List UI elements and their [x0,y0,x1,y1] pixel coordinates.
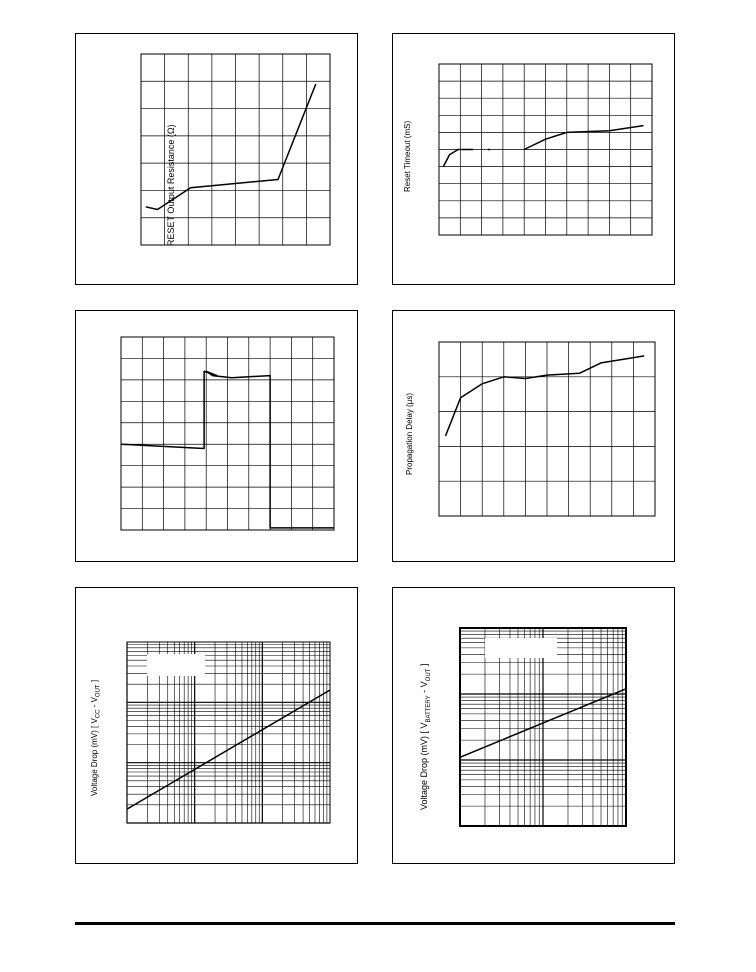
grid-p4 [439,342,655,516]
chart-panel-reset-timeout [392,33,675,285]
chart-svg-p5 [76,588,359,865]
series-line-p5-0 [127,690,330,809]
p5-ylabel-end: ] [90,679,99,685]
p6-ylabel-main: Voltage Drop (mV) [ V [419,722,429,810]
y-axis-label-p5 [90,680,102,796]
y-axis-label-p2: Reset Timeout (mS) [403,120,412,192]
y-axis-label-p1: RESET Output Resistance (Ω) [166,124,176,246]
chart-svg-p3 [76,311,359,563]
grid-p3 [121,337,334,530]
p5-ylabel-mid: - V [90,697,99,710]
p5-ylabel-main: Voltage Drop (mV) [ V [90,718,99,796]
chart-panel-reset-output-resistance [75,33,358,285]
p6-ylabel-mid: - V [419,681,429,696]
legend-box-p5 [147,654,205,676]
chart-panel-voltage-drop-battery [392,587,675,864]
chart-panel-p3 [75,310,358,562]
p5-ylabel-sub2: OUT [95,684,102,698]
legend-box-p6 [485,638,557,658]
chart-svg-p6 [393,588,676,865]
p6-ylabel-sub2: OUT [425,668,432,682]
chart-panel-propagation-delay [392,310,675,562]
chart-svg-p1 [76,34,359,286]
p6-ylabel-sub1: BATTERY [425,695,432,723]
p5-ylabel-sub1: CC [95,709,102,719]
y-axis-label-p4: Propagation Delay (µs) [405,393,414,475]
chart-svg-p2 [393,34,676,286]
page-bottom-rule [75,922,675,925]
p6-ylabel-end: ] [419,663,429,669]
series-line-p2-0 [443,150,473,167]
series-line-p2-2 [524,126,643,150]
chart-svg-p4 [393,311,676,563]
y-axis-label-p6 [419,664,432,810]
chart-panel-voltage-drop-vcc [75,587,358,864]
series-line-p4-0 [446,356,645,436]
